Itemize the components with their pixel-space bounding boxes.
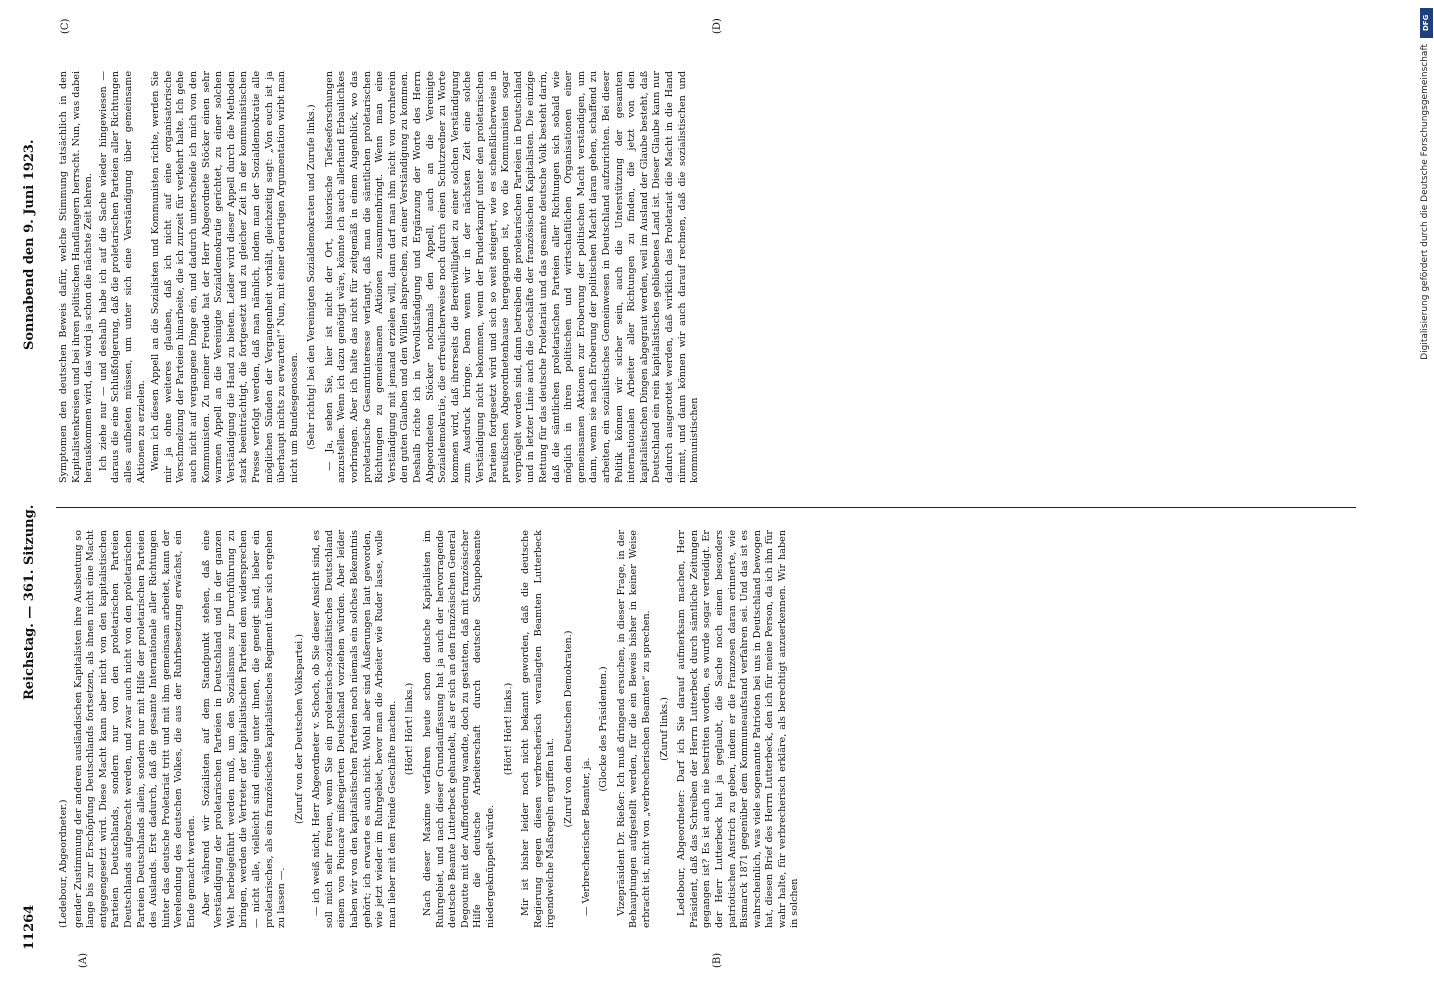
paragraph: Mir ist bisher leider noch nicht bekannt geworden, daß die deutsche Regierung gegen diesen verbrecherisch veranlagten Beamten Lutterbeck irgendwelche Maßregeln ergriffen hat. xyxy=(520,530,557,928)
digitization-note xyxy=(1420,8,1434,768)
dfg-logo: DFG xyxy=(1420,8,1433,38)
margin-mark-a: (A) xyxy=(78,952,89,968)
margin-mark-b: (B) xyxy=(712,952,723,968)
paragraph: — Verbrecherischer Beamter, ja. xyxy=(580,757,592,916)
paragraph: Wenn ich diesen Appell an die Sozialisten und Kommunisten richte, werden Sie mir ja ohne weiteres glauben, daß ich nicht auf eine organisatorische Verschmelzung der Parteien hinarbeite, die ich zurzeit für verkehrt halte. Ich gehe auch nicht auf vergangene Dinge ein, und dadurch unterscheide ich mich von den Kommunisten. Zu meiner Freude hat der Herr Abgeordnete Stöcker einen sehr warmen Appell an die Vereinigte Sozialdemokratie gerichtet, zu einer solchen Verständigung die Hand zu bieten. Leider wird dieser Appell durch die Methoden stark beeinträchtigt, die fortgesetzt und zu gleicher Zeit in der kommunistischen Presse verfolgt werden, daß man nämlich, indem man der Sozialdemokratie alle möglichen Sünden der Vergangenheit vorhält, gleichzeitig sagt: „Von euch ist ja überhaupt nichts zu erwarten!“ Nun, mit einer derartigen Argumentation wirbt man nicht um Bundesgenossen. xyxy=(150,71,300,483)
paragraph: Symptomen den deutschen Beweis dafür, welche Stimmung tatsächlich in den Kapitalistenkreisen und bei ihren politischen Handlangern herrscht. Nun, was dabei herauskommen wird, das wird ja schon die nächste Zeit lehren. xyxy=(58,71,95,483)
interjection: (Hört! Hört! links.) xyxy=(502,682,514,776)
interjection: (Hört! Hört! links.) xyxy=(404,682,416,776)
digitization-credit: Digitalisierung gefördert durch die Deutsche Forschungsgemeinschaft xyxy=(1420,44,1430,360)
interjection: (Zuruf von den Deutschen Demokraten.) xyxy=(562,630,574,828)
interjection: (Glocke des Präsidenten.) xyxy=(598,666,610,792)
paragraph: gender Zustimmung der anderen ausländischen Kapitalisten ihre Ausbeutung so lange bis zur Erschöpfung Deutschlands fortsetzen, als ihnen nicht eine Macht entgegengesetzt wird. Diese Macht kann aber nicht von den kapitalistischen Parteien Deutschlands, sondern nur von den proletarischen Parteien Deutschlands aufgebracht werden, und zwar auch nicht von den proletarischen Parteien Deutschlands allein, sondern nur mit Hilfe der proletarischen Parteien des Auslands. Erst dadurch, daß die gesamte Internationale aller Richtungen hinter das deutsche Proletariat tritt und mit ihm gemeinsam arbeitet, kann der Verelendung des deutschen Volkes, die aus der Ruhrbesetzung erwächst, ein Ende gemacht werden. xyxy=(72,530,197,928)
column-divider xyxy=(56,507,1356,508)
speaker-label: (Ledebour, Abgeordneter.) xyxy=(58,799,69,928)
page-number: 11264 xyxy=(22,904,37,950)
paragraph: — Ja, sehen Sie, hier ist nicht der Ort, historische Tiefseeforschungen anzustellen. Wenn ich dazu genötigt wäre, könnte ich auch allerhand Erbaulichkes vorbringen. Aber ich halte das nicht für zeitgemäß in einem Augenblick, wo das proletarische Gesamtinteresse verlangt, daß man die sämtlichen proletarischen Richtungen zu gemeinsamen Aktionen zusammenbringt. Wenn man eine Verständigung mit jemand erzielen will, dann darf man ihm nicht von vornherein den guten Glauben und den Willen absprechen, zu einer Verständigung zu kommen. Deshalb richte ich in Vervollständigung und Ergänzung der Worte des Herrn Abgeordneten Stöcker nochmals den Appell, auch an die Vereinigte Sozialdemokratie, die erfreulicherweise noch durch einen Schutzredner zu Worte kommen wird, daß ihrerseits die Bereitwilligkeit zu einer solchen Verständigung zum Ausdruck bringe. Denn wenn wir in der nächsten Zeit eine solche Verständigung nicht bekommen, wenn der Bruderkampf unter den proletarischen Parteien fortgesetzt wird und sich so weit steigert, wie es schenßlicherweise in preußischen Abgeordnetenhause hergegangen ist, wo die Kommunisten sogar verprügelt worden sind, dann betreiben die proletarischen Parteien in Deutschland und in letzter Linie auch die Geschäfte der französischen Kapitalisten. Die einzige Rettung für das deutsche Proletariat und das gesamte deutsche Volk besteht darin, daß die sämtlichen proletarischen Parteien aller Richtungen sich sobald wie möglich in ihren politischen und wirtschaftlichen Organisationen einer gemeinsamen Aktionen zur Eroberung der politischen Macht verständigen, um dann, wenn sie nach Eroberung der politischen Macht daran gehen, schaffend zu arbeiten, ein sozialistisches Gemeinwesen in Deutschland aufzurichten. Bei dieser Politik können wir sicher sein, auch die Unterstützung der gesamten internationalen Arbeiter aller Richtungen zu finden, die jetzt von den kapitalistischen Dingen abgegraut werden, weil im Ausland der Glaube besteht, daß Deutschland ein rein kapitalistisches gebliebenes Land ist. Dieser Glaube kann nur dadurch ausgerottet werden, daß wirklich das Proletariat die Macht in die Hand nimmt, und dann können wir auch darauf rechnen, daß die sozialistischen und kommunistischen xyxy=(323,71,701,483)
paragraph: Ich ziehe nur — und deshalb habe ich auf die Sache wieder hingewiesen — daraus die eine Schlußfolgerung, daß die proletarischen Parteien aller Richtungen alles aufbieten müssen, um unter sich eine Verständigung über gemeinsame Aktionen zu erzielen. xyxy=(97,71,147,483)
page-header xyxy=(22,38,44,950)
margin-mark-c: (C) xyxy=(60,18,71,34)
session-date: Sonnabend den 9. Juni 1923. xyxy=(22,139,37,350)
interjection: (Zuruf von der Deutschen Volkspartei.) xyxy=(293,633,305,825)
paragraph: Aber während wir Sozialisten auf dem Standpunkt stehen, daß eine Verständigung der proletarischen Parteien in Deutschland und in der ganzen Welt herbeigeführt werden muß, um den Sozialismus zur Durchführung zu bringen, werden die Vertreter der kapitalistischen Parteien dem widersprechen — nicht alle, vielleicht sind einige unter ihnen, die geneigt sind, lieber ein proletarisches, als ein französisches kapitalistisches Regiment über sich ergehen zu lassen —. xyxy=(200,530,288,928)
session-title: Reichstag. — 361. Sitzung. xyxy=(22,504,37,700)
paragraph: Ledebour, Abgeordneter: Darf ich Sie darauf aufmerksam machen, Herr Präsident, daß das Schreiben der Herrn Lutterbeck durch sämtliche Zeitungen gegangen ist? Es ist auch nie bestritten worden, es wurde sogar verteidigt. Er der Herr Lutterbeck hat ja geglaubt, die Sache noch einen besonders patriotischen Anstrich zu geben, indem er die Franzosen daran erinnerte, wie Bismarck 1871 gegenüber dem Kommuneaufstand verfahren sei. Und das ist es wahrscheinlich, was viele sogenannte Patrioten bei uns in Deutschland bewogen hat, diesen Brief des Herrn Lutterbeck, den ich für meine Person, da ich ihn für wahr halte, für verbrecherisch erkläre, als berechtigt anzuerkennen. Wir haben in solchen xyxy=(676,530,801,928)
margin-mark-d: (D) xyxy=(712,18,723,34)
right-text-column xyxy=(58,71,1298,483)
paragraph: Nach dieser Maxime verfahren heute schon deutsche Kapitalisten im Ruhrgebiet, und nach dieser Grundauffassung hat ja auch der hervorragende deutsche Beamte Lutterbeck gehandelt, als er sich an den französischen General Degoutte mit der Aufforderung wandte, doch zu gestatten, daß mit französischer Hilfe die deutsche Arbeiterschaft durch deutsche Schupobeamte niedergeknüppelt würde. xyxy=(422,530,496,928)
interjection: (Zuruf links.) xyxy=(658,697,670,761)
interjection: (Sehr richtig! bei den Vereinigten Sozialdemokraten und Zurufe links.) xyxy=(306,104,318,450)
paragraph: — ich weiß nicht, Herr Abgeordneter v. Schoch, ob Sie dieser Ansicht sind, es soll mich sehr freuen, wenn Sie ein proletarisch-sozialistisches Deutschland einem von Poincaré mißregierten Deutschland vorziehen würden. Aber leider haben wir von den kapitalistischen Parteien noch niemals ein solches Bekenntnis gehört; ich erwarte es auch nicht. Wohl aber sind Äußerungen laut geworden, wie jetzt wieder im Ruhrgebiet, bevor man die Arbeiter wie Ruder lasse, wolle man lieber mit dem Feinde Geschäfte machen. xyxy=(311,530,398,928)
left-text-column xyxy=(58,530,1378,928)
paragraph: Vizepräsident Dr. Rießer: Ich muß dringend ersuchen, in dieser Frage, in der Behauptungen aufgestellt werden, für die ein Beweis bisher in keiner Weise erbracht ist, nicht von „verbrecherischen Beamten“ zu sprechen. xyxy=(615,530,652,928)
